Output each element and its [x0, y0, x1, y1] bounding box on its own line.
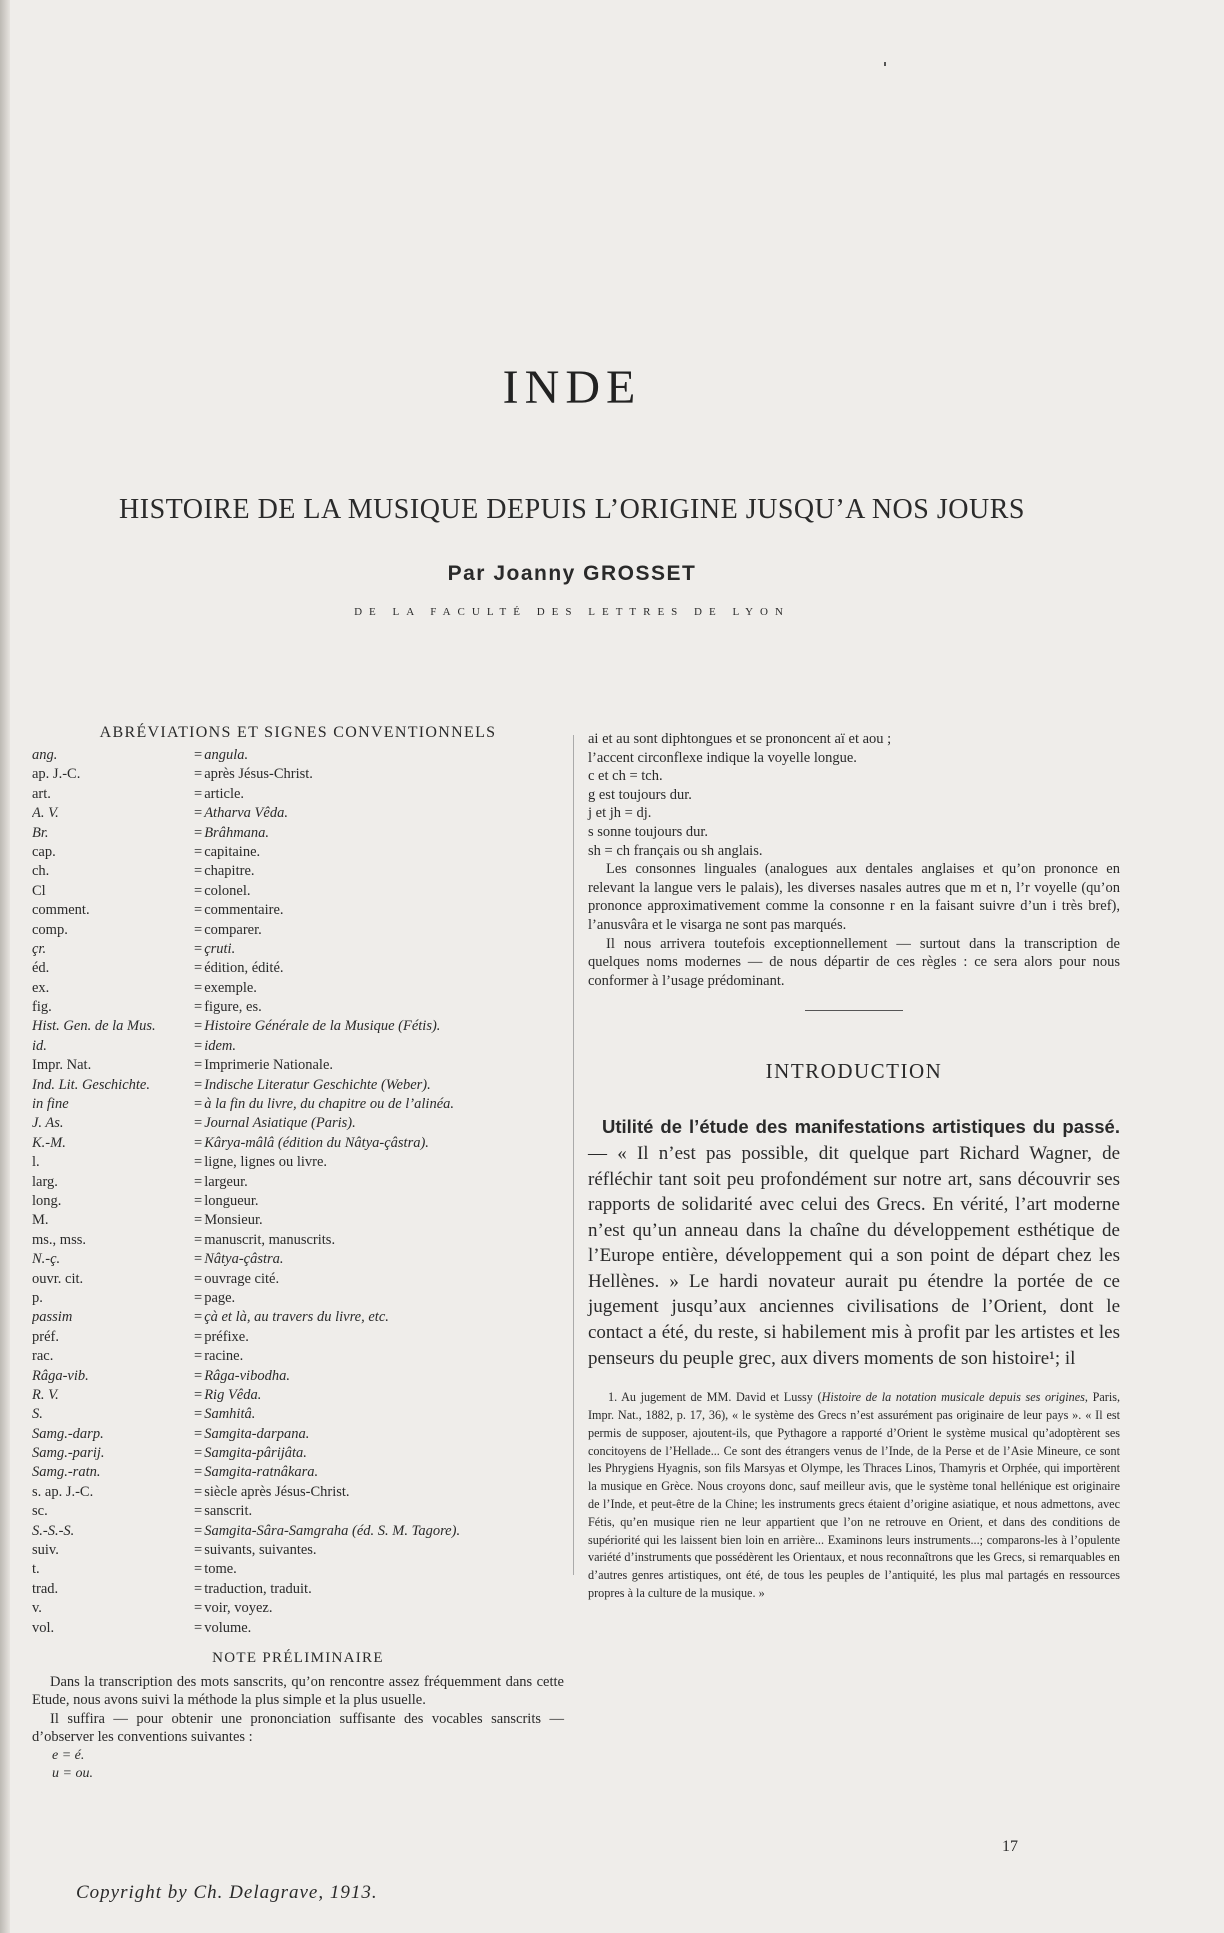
abbreviation-row — [32, 998, 564, 1017]
abbreviation-meaning: colonel. — [204, 882, 251, 899]
abbreviation-meaning: Monsieur. — [204, 1212, 263, 1229]
abbreviation-row — [32, 1444, 564, 1463]
equals-sign: = — [194, 1580, 203, 1597]
abbreviation-meaning: Journal Asiatique (Paris). — [204, 1115, 356, 1132]
abbreviation-value — [194, 1153, 564, 1172]
abbreviation-value — [194, 882, 564, 901]
page-edge-shadow — [0, 0, 10, 1933]
abbreviation-key: id. — [32, 1037, 47, 1054]
abbreviation-value — [194, 1231, 564, 1250]
section-divider — [805, 1010, 903, 1011]
abbreviation-row — [32, 1367, 564, 1386]
abbreviation-key: A. V. — [32, 805, 59, 822]
abbreviation-row — [32, 785, 564, 804]
abbreviation-key: ouvr. cit. — [32, 1270, 84, 1287]
abbreviation-value — [194, 1095, 564, 1114]
equals-sign: = — [194, 999, 203, 1016]
abbreviation-row — [32, 1270, 564, 1289]
equals-sign: = — [194, 1037, 203, 1054]
abbreviation-value — [194, 998, 564, 1017]
abbreviation-meaning: suivants, suivantes. — [204, 1542, 317, 1559]
left-column — [32, 724, 564, 1784]
equals-sign: = — [194, 1309, 203, 1326]
footnote-text: , Paris, Impr. Nat., 1882, p. 17, 36), « le système des Grecs n’est assurément pas originaire de leur pays ». « Il est permis de supposer, ajoutent-ils, que Pythagore a rapporté d’Orient le système musical qu’adoptèrent ses concitoyens de l’Hellade... Ce sont des étrangers venus de l’Inde, de la Perse et de l’Asie Mineure, ce sont les Phrygiens Hyagnis, son fils Marsyas et Olympe, les Thraces Linos, Thamyris et Orphée, qui importèrent la musique en Grèce. Nous croyons donc, sauf meilleur avis, que le système tonal hellénique est originaire de l’Inde, et peut-être de la Chine; les instruments grecs étaient d’origine asiatique, et nous admettons, avec Fétis, qu’en musique rien ne leur appartient que l’on ne retrouve en Orient, et dans des conditions de supériorité qui les laissent bien loin en arrière... Examinons leurs instruments...; comparons-les à l’opulente variété d’instruments que possédèrent les Orientaux, et nous reconnaîtrons que les Grecs, si remarquables en d’autres genres artistiques, ont été, de tous les peuples de l’antiquité, les plus mal partagés en ressources propres à la culture de la musique. » — [588, 1390, 1120, 1601]
abbreviation-value — [194, 1560, 564, 1579]
abbreviation-row — [32, 1560, 564, 1579]
abbreviation-key: Cl — [32, 882, 46, 899]
abbreviation-meaning: Histoire Générale de la Musique (Fétis). — [204, 1018, 441, 1035]
abbreviation-value — [194, 1522, 564, 1541]
abbreviation-value — [194, 1114, 564, 1133]
abbreviation-value — [194, 1405, 564, 1424]
abbreviation-row — [32, 1541, 564, 1560]
author-affiliation: DE LA FACULTÉ DES LETTRES DE LYON — [354, 606, 790, 618]
equals-sign: = — [194, 882, 203, 899]
abbreviation-meaning: Samgita-darpana. — [204, 1425, 310, 1442]
equals-sign: = — [194, 1406, 203, 1423]
abbreviation-value — [194, 1289, 564, 1308]
equals-sign: = — [194, 1251, 203, 1268]
abbreviation-meaning: Imprimerie Nationale. — [204, 1057, 334, 1074]
abbreviation-row — [32, 746, 564, 765]
transcription-rules — [588, 730, 1120, 860]
abbreviation-key: ex. — [32, 979, 50, 996]
note-heading: NOTE PRÉLIMINAIRE — [212, 1649, 384, 1666]
equals-sign: = — [194, 1076, 203, 1093]
equals-sign: = — [194, 1464, 203, 1481]
equals-sign: = — [194, 1289, 203, 1306]
footnote-text: 1. Au jugement de MM. David et Lussy ( — [608, 1390, 822, 1405]
abbreviation-key: S.-S.-S. — [32, 1522, 75, 1539]
abbreviation-value — [194, 804, 564, 823]
abbreviation-meaning: Nâtya-çâstra. — [204, 1251, 284, 1268]
abbreviation-value — [194, 1270, 564, 1289]
equals-sign: = — [194, 1270, 203, 1287]
abbreviation-key: Samg.-parij. — [32, 1445, 105, 1462]
equals-sign: = — [194, 1173, 203, 1190]
introduction-text: — « Il n’est pas possible, dit quelque part Richard Wagner, de réfléchir tant soit peu profondément sur notre art, sans découvrir ses rapports de solidarité avec celui des Grecs. En vérité, l’art moderne n’est qu’un anneau dans la chaîne du développement esthétique de l’Europe entière, développement qui a son point de départ chez les Hellènes. » Le hardi novateur aurait pu étendre la portée de ce jugement jusqu’aux anciennes civilisations de l’Orient, dont le contact a été, du reste, si habilement mis à profit par les artistes et les penseurs du peuple grec, aux divers moments de son histoire¹; il — [588, 1142, 1120, 1369]
abbreviation-meaning: volume. — [204, 1619, 252, 1636]
abbreviation-row — [32, 1347, 564, 1366]
equals-sign: = — [194, 1522, 203, 1539]
abbreviation-value — [194, 1250, 564, 1269]
equals-sign: = — [194, 979, 203, 996]
abbreviation-key: Hist. Gen. de la Mus. — [32, 1018, 156, 1035]
page-number: 17 — [1002, 1838, 1018, 1855]
abbreviation-row — [32, 1017, 564, 1036]
abbreviation-meaning: commentaire. — [204, 902, 284, 919]
abbreviation-key: ap. J.-C. — [32, 766, 81, 783]
abbreviation-value — [194, 1619, 564, 1638]
abbreviation-row — [32, 959, 564, 978]
abbreviation-row — [32, 824, 564, 843]
equals-sign: = — [194, 1231, 203, 1248]
equals-sign: = — [194, 1561, 203, 1578]
abbreviation-row — [32, 1173, 564, 1192]
abbreviation-meaning: çruti. — [204, 940, 236, 957]
equals-sign: = — [194, 1600, 203, 1617]
rule-line: ai et au sont diphtongues et se prononcent aï et aou ; — [588, 731, 892, 747]
abbreviation-meaning: page. — [204, 1289, 236, 1306]
abbreviation-value — [194, 1211, 564, 1230]
abbreviation-value — [194, 765, 564, 784]
abbreviation-key: l. — [32, 1154, 40, 1171]
abbreviation-value — [194, 1444, 564, 1463]
abbreviation-value — [194, 1173, 564, 1192]
equals-sign: = — [194, 1445, 203, 1462]
equals-sign: = — [194, 863, 203, 880]
abbreviation-key: trad. — [32, 1580, 59, 1597]
abbreviation-row — [32, 882, 564, 901]
abbreviation-row — [32, 1289, 564, 1308]
abbreviation-meaning: figure, es. — [204, 999, 262, 1016]
abbreviation-meaning: angula. — [204, 747, 249, 763]
abbreviation-meaning: après Jésus-Christ. — [204, 766, 313, 783]
abbreviation-value — [194, 824, 564, 843]
equals-sign: = — [194, 1057, 203, 1074]
abbreviation-value — [194, 1037, 564, 1056]
equals-sign: = — [194, 766, 203, 783]
abbreviation-row — [32, 1405, 564, 1424]
abbreviation-meaning: capitaine. — [204, 843, 261, 860]
convention-line: e = é. — [52, 1747, 85, 1763]
abbreviation-key: Impr. Nat. — [32, 1057, 92, 1074]
abbreviation-row — [32, 804, 564, 823]
abbreviation-meaning: article. — [204, 785, 245, 802]
rule-line: sh = ch français ou sh anglais. — [588, 842, 763, 859]
abbreviation-value — [194, 1134, 564, 1153]
introduction-lead: Utilité de l’étude des manifestations artistiques du passé. — [602, 1116, 1120, 1138]
abbreviation-meaning: idem. — [204, 1037, 236, 1054]
equals-sign: = — [194, 1425, 203, 1442]
footnote — [588, 1389, 1120, 1603]
abbreviation-meaning: édition, édité. — [204, 960, 284, 977]
abbreviation-meaning: Samgita-ratnâkara. — [204, 1464, 319, 1481]
abbreviation-key: vol. — [32, 1619, 55, 1636]
abbreviation-meaning: Brâhmana. — [204, 824, 270, 841]
equals-sign: = — [194, 824, 203, 841]
abbreviation-meaning: manuscrit, manuscrits. — [204, 1231, 336, 1248]
abbreviation-key: J. As. — [32, 1115, 64, 1132]
abbreviation-meaning: Atharva Vêda. — [204, 805, 288, 822]
abbreviation-key: ms., mss. — [32, 1231, 86, 1248]
abbreviation-row — [32, 1308, 564, 1327]
abbreviation-row — [32, 1192, 564, 1211]
rule-line: l’accent circonflexe indique la voyelle longue. — [588, 749, 857, 766]
introduction-heading: INTRODUCTION — [765, 1059, 943, 1084]
column-divider — [573, 735, 574, 1575]
abbreviation-key: fig. — [32, 999, 52, 1016]
abbreviation-value — [194, 1599, 564, 1618]
print-mark — [884, 62, 886, 66]
abbreviation-key: suiv. — [32, 1542, 59, 1559]
abbreviation-key: cap. — [32, 843, 56, 860]
abbreviation-row — [32, 1211, 564, 1230]
copyright-line: Copyright by Ch. Delagrave, 1913. — [76, 1882, 378, 1903]
abbreviation-row — [32, 940, 564, 959]
abbreviation-meaning: à la fin du livre, du chapitre ou de l’alinéa. — [204, 1096, 455, 1113]
abbreviation-row — [32, 1037, 564, 1056]
abbreviation-meaning: siècle après Jésus-Christ. — [204, 1483, 350, 1500]
abbreviation-meaning: Samgita-Sâra-Samgraha (éd. S. M. Tagore). — [204, 1522, 461, 1539]
abbreviation-meaning: ouvrage cité. — [204, 1270, 280, 1287]
abbreviation-key: Samg.-ratn. — [32, 1464, 101, 1481]
abbreviation-meaning: longueur. — [204, 1192, 259, 1209]
equals-sign: = — [194, 1542, 203, 1559]
note-paragraph: Dans la transcription des mots sanscrits, qu’on rencontre assez fréquemment dans cette Etude, nous avons suivi la méthode la plus simple et la plus usuelle. — [32, 1673, 564, 1709]
abbreviation-key: rac. — [32, 1348, 54, 1365]
abbreviation-meaning: Kârya-mâlâ (édition du Nâtya-çâstra). — [204, 1134, 429, 1151]
abbreviation-value — [194, 1541, 564, 1560]
equals-sign: = — [194, 1134, 203, 1151]
abbreviation-value — [194, 1328, 564, 1347]
abbreviation-row — [32, 979, 564, 998]
abbreviation-row — [32, 1231, 564, 1250]
equals-sign: = — [194, 921, 203, 938]
abbreviation-value — [194, 843, 564, 862]
abbreviation-value — [194, 1076, 564, 1095]
abbreviation-row — [32, 1522, 564, 1541]
abbreviation-value — [194, 746, 564, 765]
equals-sign: = — [194, 1328, 203, 1345]
abbreviation-meaning: ligne, lignes ou livre. — [204, 1154, 328, 1171]
right-column — [588, 730, 1120, 1603]
abbreviation-row — [32, 1619, 564, 1638]
abbreviation-key: v. — [32, 1600, 42, 1617]
abbreviation-key: ch. — [32, 863, 50, 880]
abbreviation-row — [32, 921, 564, 940]
equals-sign: = — [194, 843, 203, 860]
abbreviation-value — [194, 1463, 564, 1482]
abbreviation-value — [194, 1502, 564, 1521]
abbreviation-row — [32, 1580, 564, 1599]
abbreviation-value — [194, 1308, 564, 1327]
abbreviation-value — [194, 959, 564, 978]
abbreviation-value — [194, 979, 564, 998]
abbreviation-value — [194, 940, 564, 959]
abbreviation-value — [194, 785, 564, 804]
abbreviation-row — [32, 1056, 564, 1075]
equals-sign: = — [194, 1115, 203, 1132]
abbreviation-row — [32, 1114, 564, 1133]
abbreviation-value — [194, 921, 564, 940]
abbreviation-value — [194, 1425, 564, 1444]
equals-sign: = — [194, 1367, 203, 1384]
equals-sign: = — [194, 1096, 203, 1113]
convention-line: u = ou. — [52, 1766, 93, 1782]
abbreviation-value — [194, 1483, 564, 1502]
abbreviation-key: p. — [32, 1289, 43, 1306]
rule-line: c et ch = tch. — [588, 768, 663, 785]
abbreviation-meaning: traduction, traduit. — [204, 1580, 312, 1597]
footnote-citation: Histoire de la notation musicale depuis ses origines — [821, 1390, 1085, 1405]
abbreviation-meaning: Râga-vibodha. — [204, 1367, 290, 1384]
abbreviation-key: long. — [32, 1192, 62, 1209]
abbreviation-row — [32, 1386, 564, 1405]
equals-sign: = — [194, 1503, 203, 1520]
note-paragraph: Il suffira — pour obtenir une prononciation suffisante des vocables sanscrits — d’observer les conventions suivantes : — [32, 1710, 564, 1746]
equals-sign: = — [194, 785, 203, 802]
equals-sign: = — [194, 960, 203, 977]
abbreviation-row — [32, 1328, 564, 1347]
abbreviation-meaning: çà et là, au travers du livre, etc. — [204, 1309, 389, 1326]
abbreviation-key: larg. — [32, 1173, 58, 1190]
abbreviation-row — [32, 1425, 564, 1444]
abbreviation-value — [194, 1017, 564, 1036]
abbreviation-key: comp. — [32, 921, 68, 938]
abbreviation-row — [32, 843, 564, 862]
abbreviation-row — [32, 1076, 564, 1095]
equals-sign: = — [194, 1348, 203, 1365]
abbreviation-meaning: comparer. — [204, 921, 262, 938]
abbreviation-value — [194, 1347, 564, 1366]
abbreviation-value — [194, 901, 564, 920]
author-line: Par Joanny GROSSET — [447, 562, 697, 585]
equals-sign: = — [194, 1483, 203, 1500]
abbreviation-key: R. V. — [32, 1386, 59, 1403]
abbreviation-row — [32, 1134, 564, 1153]
abbreviation-row — [32, 765, 564, 784]
equals-sign: = — [194, 940, 203, 957]
abbreviation-row — [32, 1250, 564, 1269]
equals-sign: = — [194, 805, 203, 822]
consonants-paragraph: Les consonnes linguales (analogues aux dentales anglaises et qu’on prononce en relevant la langue vers le palais), les diverses nasales autres que m et n, l’r voyelle (qu’on prononce approximativement comme la consonne r en la faisant suivre d’un i très bref), l’anusvâra et le visarga ne sont pas marqués. — [588, 861, 1120, 933]
abbreviation-key: in fine — [32, 1096, 69, 1113]
abbreviation-meaning: tome. — [204, 1561, 237, 1578]
abbreviation-row — [32, 1153, 564, 1172]
abbreviation-value — [194, 862, 564, 881]
abbreviation-row — [32, 1502, 564, 1521]
abbreviations-heading: ABRÉVIATIONS ET SIGNES CONVENTIONNELS — [99, 724, 497, 741]
abbreviation-row — [32, 862, 564, 881]
abbreviation-key: art. — [32, 785, 51, 802]
equals-sign: = — [194, 1192, 203, 1209]
abbreviation-value — [194, 1056, 564, 1075]
equals-sign: = — [194, 1018, 203, 1035]
abbreviation-meaning: racine. — [204, 1348, 244, 1365]
abbreviation-meaning: préfixe. — [204, 1328, 249, 1345]
equals-sign: = — [194, 902, 203, 919]
abbreviation-key: ang. — [32, 747, 58, 763]
abbreviation-key: sc. — [32, 1503, 48, 1520]
abbreviation-meaning: largeur. — [204, 1173, 248, 1190]
equals-sign: = — [194, 1619, 203, 1636]
abbreviation-value — [194, 1580, 564, 1599]
equals-sign: = — [194, 747, 203, 763]
abbreviation-key: s. ap. J.-C. — [32, 1483, 94, 1500]
rule-line: s sonne toujours dur. — [588, 823, 709, 840]
equals-sign: = — [194, 1154, 203, 1171]
abbreviation-row — [32, 1483, 564, 1502]
equals-sign: = — [194, 1212, 203, 1229]
abbreviation-key: éd. — [32, 960, 50, 977]
abbreviation-key: K.-M. — [32, 1134, 66, 1151]
abbreviation-meaning: exemple. — [204, 979, 257, 996]
abbreviations-list — [32, 746, 564, 1638]
abbreviation-meaning: Samgita-pârijâta. — [204, 1445, 307, 1462]
equals-sign: = — [194, 1386, 203, 1403]
abbreviation-meaning: Rig Vêda. — [204, 1386, 262, 1403]
abbreviation-value — [194, 1367, 564, 1386]
introduction-paragraph — [588, 1114, 1120, 1371]
abbreviation-row — [32, 1463, 564, 1482]
abbreviation-key: Ind. Lit. Geschichte. — [32, 1076, 150, 1093]
abbreviation-meaning: Samhitâ. — [204, 1406, 256, 1423]
abbreviation-meaning: voir, voyez. — [204, 1600, 273, 1617]
abbreviation-meaning: sanscrit. — [204, 1503, 253, 1520]
abbreviation-row — [32, 1599, 564, 1618]
page-subtitle: HISTOIRE DE LA MUSIQUE DEPUIS L’ORIGINE JUSQU’A NOS JOURS — [119, 494, 1025, 525]
abbreviation-key: passim — [32, 1309, 73, 1326]
rule-line: j et jh = dj. — [588, 805, 652, 822]
abbreviation-key: çr. — [32, 940, 47, 957]
abbreviation-key: préf. — [32, 1328, 59, 1345]
abbreviation-key: M. — [32, 1212, 49, 1229]
exception-paragraph: Il nous arrivera toutefois exceptionnellement — surtout dans la transcription de quelques noms modernes — de nous départir de ces règles : ce sera alors pour nous conformer à l’usage prédominant. — [588, 935, 1120, 989]
abbreviation-key: Râga-vib. — [32, 1367, 89, 1384]
abbreviation-row — [32, 1095, 564, 1114]
abbreviation-key: Br. — [32, 824, 49, 841]
abbreviation-key: S. — [32, 1406, 43, 1423]
page-title: INDE — [502, 361, 642, 414]
abbreviation-meaning: Indische Literatur Geschichte (Weber). — [204, 1076, 431, 1093]
abbreviation-row — [32, 901, 564, 920]
abbreviation-value — [194, 1192, 564, 1211]
abbreviation-key: t. — [32, 1561, 40, 1578]
abbreviation-meaning: chapitre. — [204, 863, 255, 880]
abbreviation-key: comment. — [32, 902, 90, 919]
abbreviation-key: N.-ç. — [32, 1251, 61, 1268]
rule-line: g est toujours dur. — [588, 786, 692, 803]
abbreviation-key: Samg.-darp. — [32, 1425, 104, 1442]
abbreviation-value — [194, 1386, 564, 1405]
